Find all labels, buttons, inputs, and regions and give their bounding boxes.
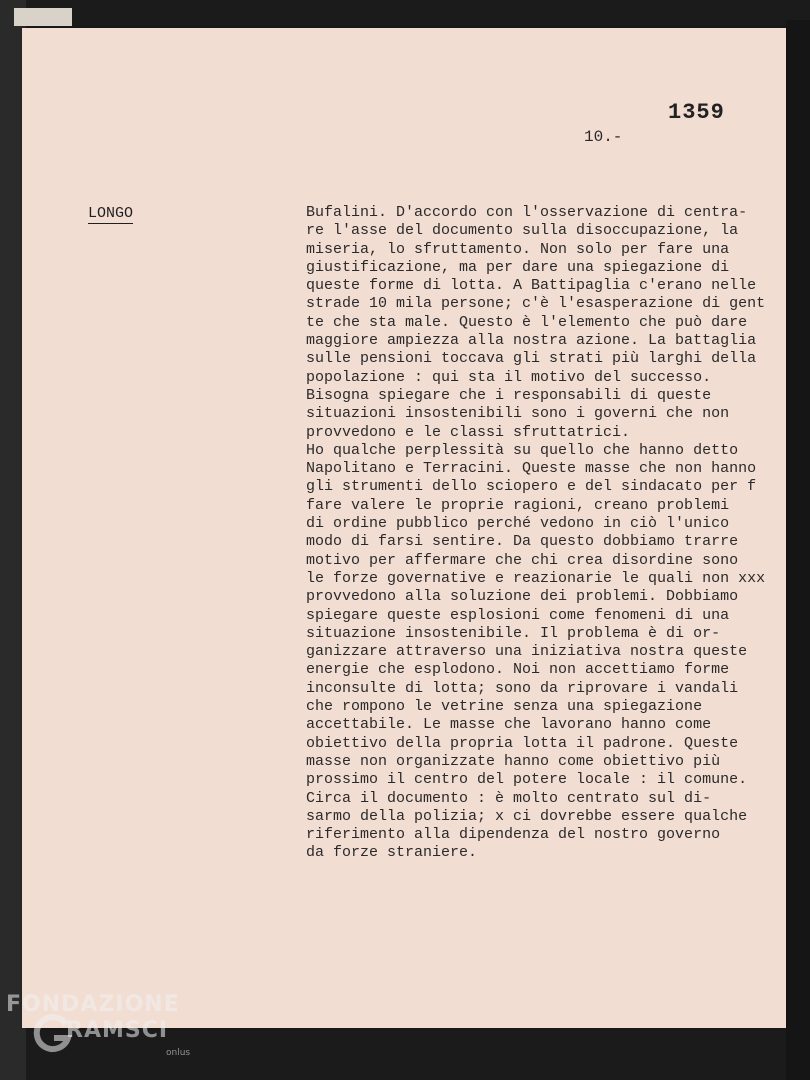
text-line: motivo per affermare che chi crea disordine sono [306,551,739,569]
watermark-line2: RAMSCI [66,1018,169,1043]
text-line: gli strumenti dello sciopero e del sindacato per f [306,478,757,496]
text-line: provvedono alla soluzione dei problemi. Dobbiamo [306,588,739,606]
text-line: Circa il documento : è molto centrato sul di- [306,789,712,807]
text-line: sarmo della polizia; x ci dovrebbe essere qualche [306,807,748,825]
text-line: Napolitano e Terracini. Queste masse che non hanno [306,460,757,478]
text-line: situazione insostenibile. Il problema è di or- [306,624,721,642]
text-line: obiettivo della propria lotta il padrone. Queste [306,734,739,752]
text-line: modo di farsi sentire. Da questo dobbiamo trarre [306,533,739,551]
text-line: spiegare queste esplosioni come fenomeni di una [306,606,730,624]
watermark-line3: onlus [166,1048,191,1058]
speech-text [306,204,784,863]
text-line: re l'asse del documento sulla disoccupazione, la [306,222,739,240]
text-line: Bufalini. D'accordo con l'osservazione di centra- [306,204,748,221]
text-line: ganizzare attraverso una iniziativa nostra queste [306,643,748,661]
text-line: provvedono e le classi sfruttatrici. [306,423,631,441]
text-line: queste forme di lotta. A Battipaglia c'erano nelle [306,277,757,295]
text-line: strade 10 mila persone; c'è l'esasperazione di gent [306,295,766,313]
text-line: di ordine pubblico perché vedono in ciò l'unico [306,515,730,533]
text-line: da forze straniere. [306,844,478,862]
text-line: miseria, lo sfruttamento. Non solo per fare una [306,240,730,258]
text-line: sulle pensioni toccava gli strati più larghi della [306,350,757,368]
text-line: Ho qualche perplessità su quello che hanno detto [306,441,739,459]
text-line: masse non organizzate hanno come obiettivo più [306,752,721,770]
text-line: energie che esplodono. Noi non accettiamo forme [306,661,730,679]
text-line: maggiore ampiezza alla nostra azione. La battaglia [306,332,757,350]
speaker-name: LONGO [88,205,134,222]
text-line: che rompono le vetrine senza una spiegazione [306,698,703,716]
text-line: situazioni insostenibili sono i governi che non [306,405,730,423]
watermark-line1: FONDAZIONE [6,992,180,1017]
text-line: popolazione : qui sta il motivo del successo. [306,368,712,386]
text-line: te che sta male. Questo è l'elemento che può dare [306,313,748,331]
text-line: fare valere le proprie ragioni, creano problemi [306,496,730,514]
text-line: le forze governative e reazionarie le quali non xxx [306,569,766,587]
scanner-right-edge [786,20,810,1080]
text-line: prossimo il centro del potere locale : il comune. [306,771,748,789]
text-line: giustificazione, ma per dare una spiegazione di [306,258,730,276]
page-number: 1359 [668,100,725,125]
text-line: Bisogna spiegare che i responsabili di queste [306,386,712,404]
scanner-top-edge [14,8,72,26]
text-line: riferimento alla dipendenza del nostro governo [306,826,721,844]
page-subnumber: 10.- [584,128,623,146]
text-line: accettabile. Le masse che lavorano hanno come [306,716,712,734]
text-line: inconsulte di lotta; sono da riprovare i vandali [306,679,739,697]
fondazione-gramsci-watermark [6,992,206,1072]
